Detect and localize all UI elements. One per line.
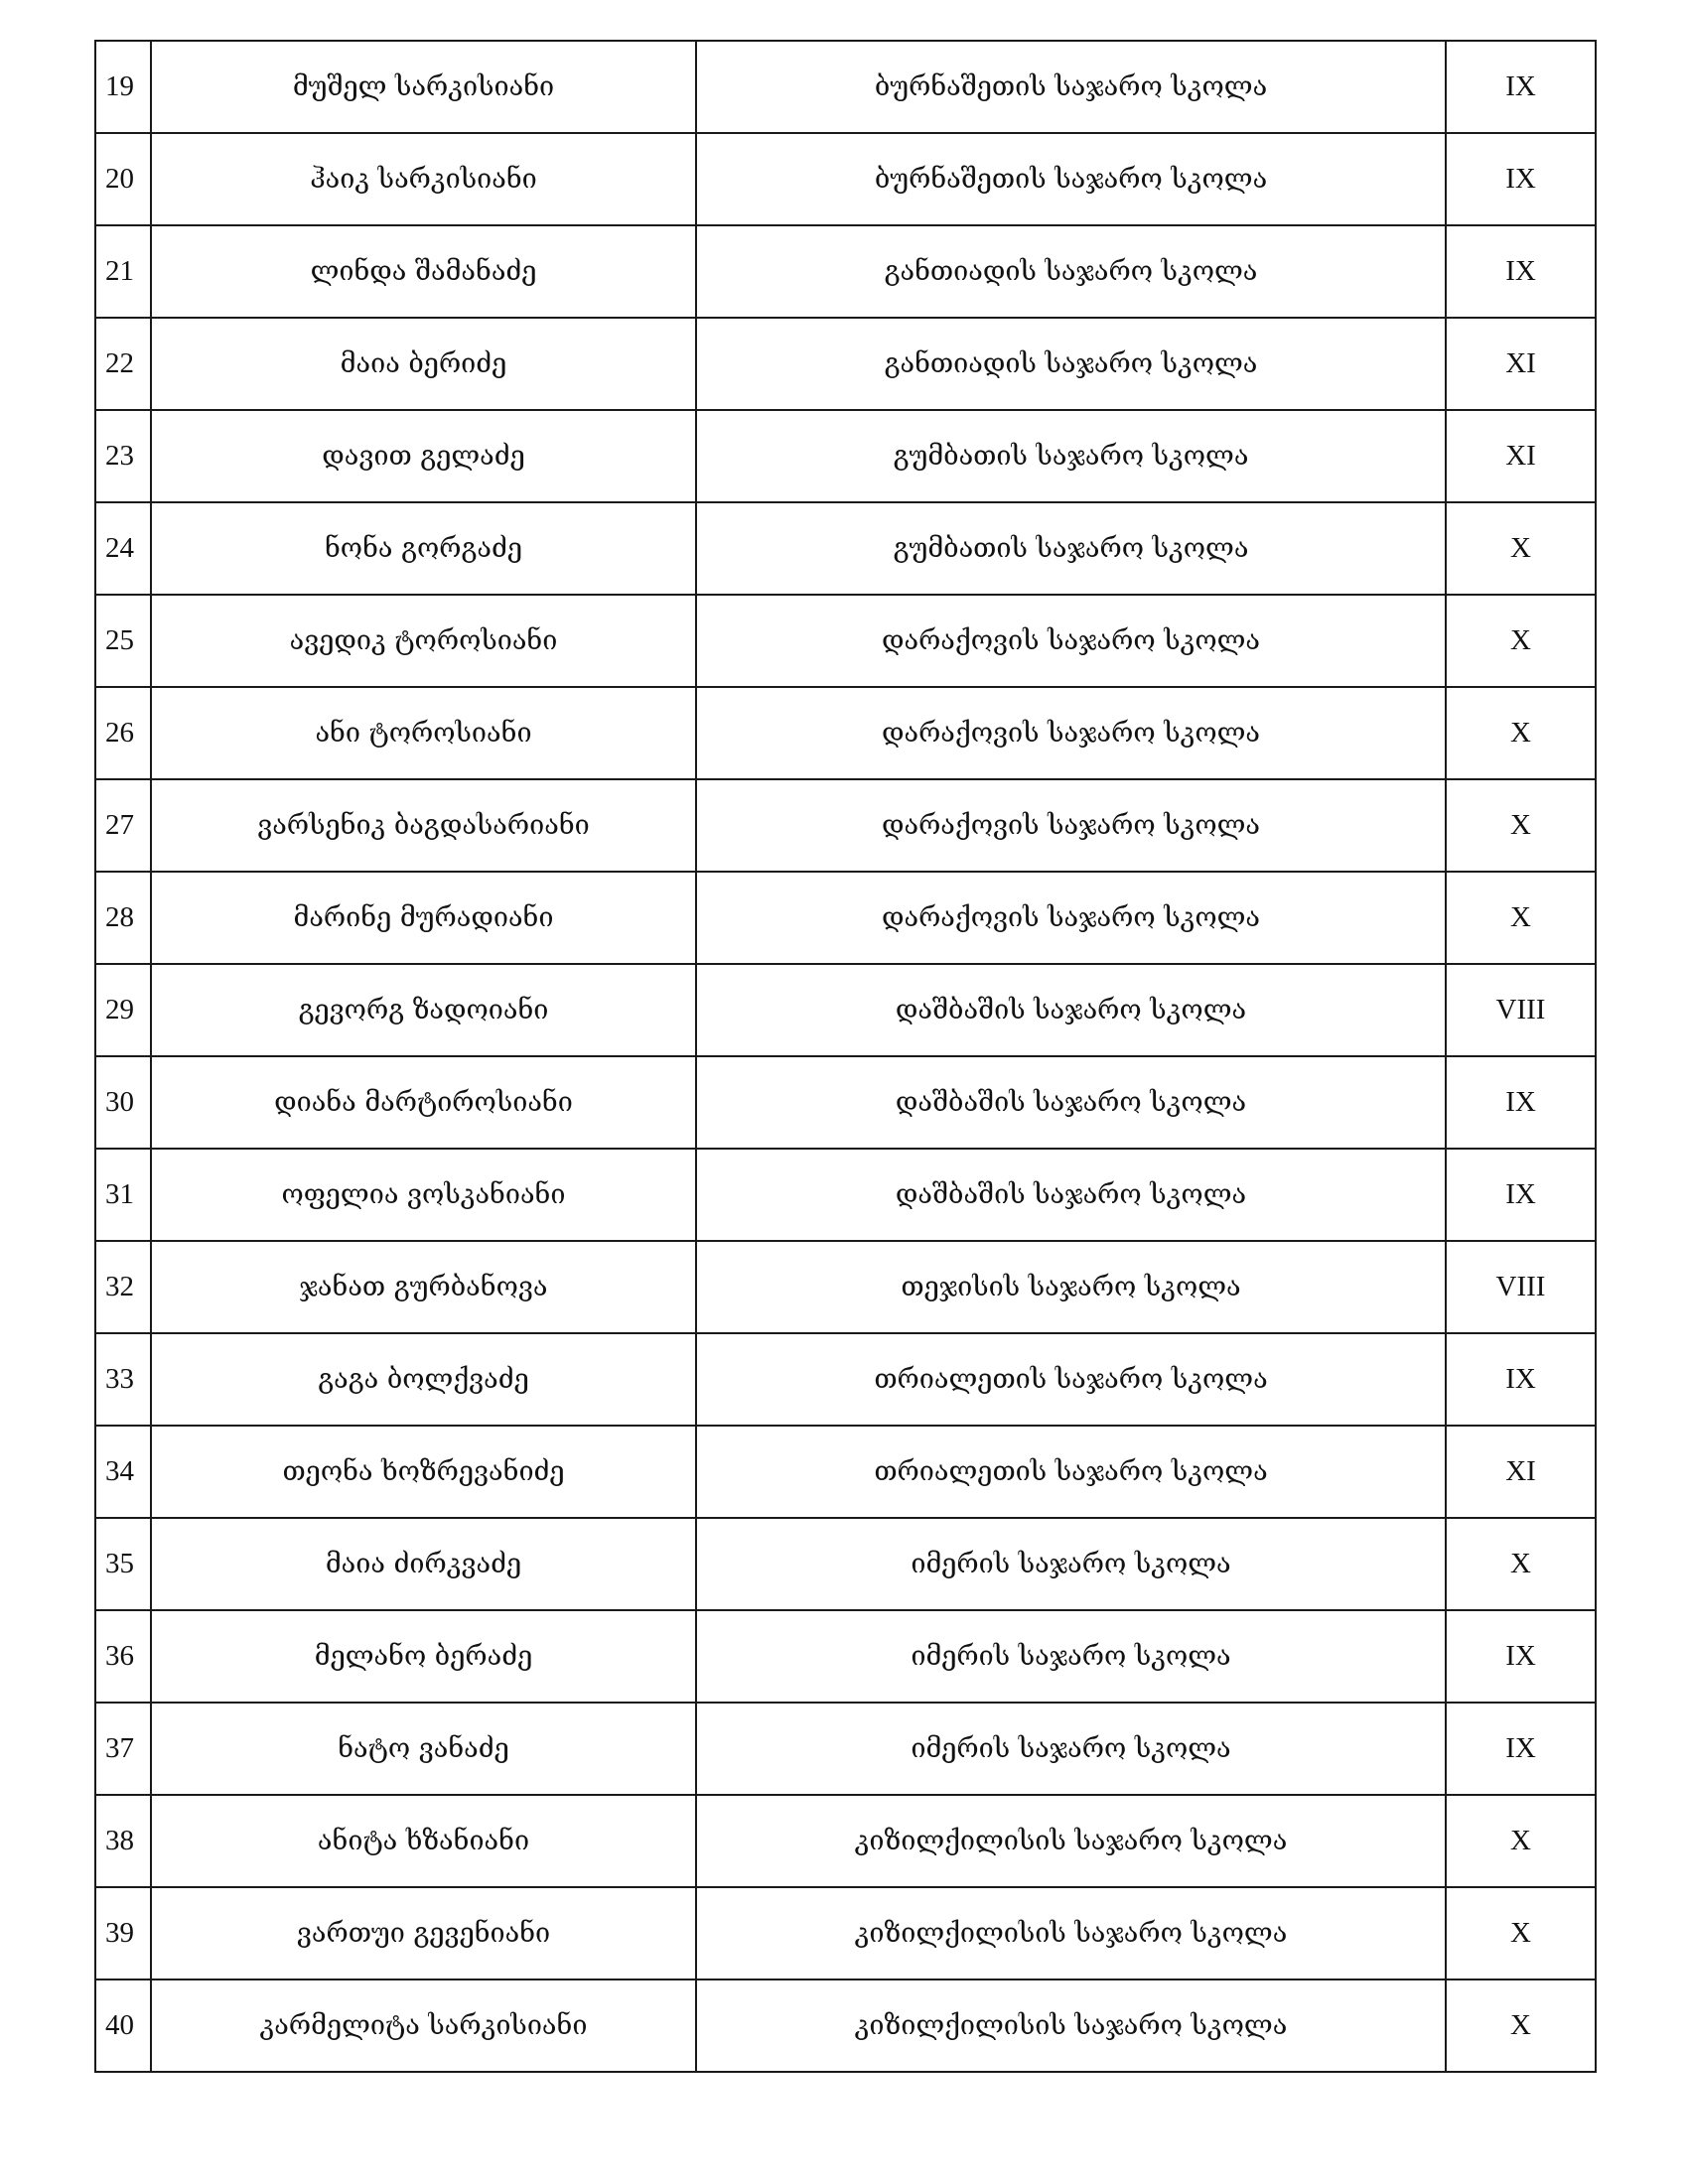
row-number-cell: 25 [95,595,151,687]
row-number-cell: 27 [95,779,151,872]
grade-cell: IX [1446,133,1596,225]
table-row [95,225,1596,318]
grade-cell: IX [1446,1333,1596,1426]
school-name-cell: იმერის საჯარო სკოლა [696,1518,1446,1610]
student-name-cell: ოფელია ვოსკანიანი [151,1149,696,1241]
grade-cell: X [1446,595,1596,687]
school-name-cell: თრიალეთის საჯარო სკოლა [696,1333,1446,1426]
table-row [95,1056,1596,1149]
school-name-cell: დაშბაშის საჯარო სკოლა [696,964,1446,1056]
grade-cell: IX [1446,1056,1596,1149]
table-row [95,502,1596,595]
row-number-cell: 36 [95,1610,151,1703]
school-name-cell: გუმბათის საჯარო სკოლა [696,410,1446,502]
student-name-cell: ნონა გორგაძე [151,502,696,595]
table-row [95,133,1596,225]
row-number-cell: 31 [95,1149,151,1241]
student-name-cell: დავით გელაძე [151,410,696,502]
table-row [95,964,1596,1056]
row-number-cell: 38 [95,1795,151,1887]
table-row [95,1979,1596,2072]
student-name-cell: თეონა ხოზრევანიძე [151,1426,696,1518]
school-name-cell: განთიადის საჯარო სკოლა [696,318,1446,410]
school-name-cell: დაშბაშის საჯარო სკოლა [696,1056,1446,1149]
school-name-cell: განთიადის საჯარო სკოლა [696,225,1446,318]
row-number-cell: 33 [95,1333,151,1426]
student-name-cell: მაია ბერიძე [151,318,696,410]
row-number-cell: 24 [95,502,151,595]
row-number-cell: 19 [95,41,151,133]
grade-cell: XI [1446,410,1596,502]
grade-cell: X [1446,779,1596,872]
row-number-cell: 35 [95,1518,151,1610]
row-number-cell: 30 [95,1056,151,1149]
student-name-cell: ნატო ვანაძე [151,1703,696,1795]
student-name-cell: მაია ძირკვაძე [151,1518,696,1610]
grade-cell: X [1446,687,1596,779]
school-name-cell: კიზილქილისის საჯარო სკოლა [696,1795,1446,1887]
student-name-cell: გაგა ბოლქვაძე [151,1333,696,1426]
student-name-cell: ჰაიკ სარკისიანი [151,133,696,225]
row-number-cell: 21 [95,225,151,318]
table-row [95,1610,1596,1703]
school-name-cell: ბურნაშეთის საჯარო სკოლა [696,41,1446,133]
row-number-cell: 23 [95,410,151,502]
student-name-cell: მუშელ სარკისიანი [151,41,696,133]
student-name-cell: დიანა მარტიროსიანი [151,1056,696,1149]
school-name-cell: იმერის საჯარო სკოლა [696,1703,1446,1795]
grade-cell: X [1446,1795,1596,1887]
student-name-cell: ლინდა შამანაძე [151,225,696,318]
grade-cell: IX [1446,1610,1596,1703]
row-number-cell: 22 [95,318,151,410]
table-row [95,1149,1596,1241]
table-row [95,687,1596,779]
school-name-cell: იმერის საჯარო სკოლა [696,1610,1446,1703]
grade-cell: XI [1446,318,1596,410]
grade-cell: X [1446,1887,1596,1979]
student-name-cell: კარმელიტა სარკისიანი [151,1979,696,2072]
table-row [95,1703,1596,1795]
school-name-cell: თეჯისის საჯარო სკოლა [696,1241,1446,1333]
row-number-cell: 40 [95,1979,151,2072]
grade-cell: IX [1446,41,1596,133]
grade-cell: VIII [1446,964,1596,1056]
grade-cell: X [1446,1979,1596,2072]
row-number-cell: 29 [95,964,151,1056]
school-name-cell: კიზილქილისის საჯარო სკოლა [696,1887,1446,1979]
school-name-cell: კიზილქილისის საჯარო სკოლა [696,1979,1446,2072]
student-name-cell: ჯანათ გურბანოვა [151,1241,696,1333]
row-number-cell: 34 [95,1426,151,1518]
school-name-cell: დარაქოვის საჯარო სკოლა [696,595,1446,687]
student-name-cell: ანიტა ხზანიანი [151,1795,696,1887]
table-row [95,1333,1596,1426]
grade-cell: IX [1446,1703,1596,1795]
school-name-cell: თრიალეთის საჯარო სკოლა [696,1426,1446,1518]
table-row [95,318,1596,410]
school-name-cell: დაშბაშის საჯარო სკოლა [696,1149,1446,1241]
student-name-cell: მელანო ბერაძე [151,1610,696,1703]
school-name-cell: გუმბათის საჯარო სკოლა [696,502,1446,595]
student-name-cell: ვარსენიკ ბაგდასარიანი [151,779,696,872]
row-number-cell: 20 [95,133,151,225]
student-name-cell: მარინე მურადიანი [151,872,696,964]
student-name-cell: ანი ტოროსიანი [151,687,696,779]
table-row [95,1887,1596,1979]
table-row [95,1795,1596,1887]
row-number-cell: 39 [95,1887,151,1979]
school-name-cell: დარაქოვის საჯარო სკოლა [696,779,1446,872]
grade-cell: X [1446,502,1596,595]
table-row [95,1518,1596,1610]
table-row [95,779,1596,872]
grade-cell: VIII [1446,1241,1596,1333]
student-name-cell: ავედიკ ტოროსიანი [151,595,696,687]
grade-cell: IX [1446,225,1596,318]
row-number-cell: 32 [95,1241,151,1333]
participants-table [94,40,1597,2073]
school-name-cell: დარაქოვის საჯარო სკოლა [696,687,1446,779]
school-name-cell: ბურნაშეთის საჯარო სკოლა [696,133,1446,225]
table-row [95,1241,1596,1333]
row-number-cell: 26 [95,687,151,779]
table-row [95,1426,1596,1518]
row-number-cell: 37 [95,1703,151,1795]
student-name-cell: ვართუი გევენიანი [151,1887,696,1979]
grade-cell: X [1446,1518,1596,1610]
grade-cell: IX [1446,1149,1596,1241]
student-name-cell: გევორგ ზადოიანი [151,964,696,1056]
table-row [95,41,1596,133]
table-body [95,41,1596,2072]
table-row [95,872,1596,964]
table-row [95,595,1596,687]
table-row [95,410,1596,502]
grade-cell: XI [1446,1426,1596,1518]
grade-cell: X [1446,872,1596,964]
row-number-cell: 28 [95,872,151,964]
school-name-cell: დარაქოვის საჯარო სკოლა [696,872,1446,964]
